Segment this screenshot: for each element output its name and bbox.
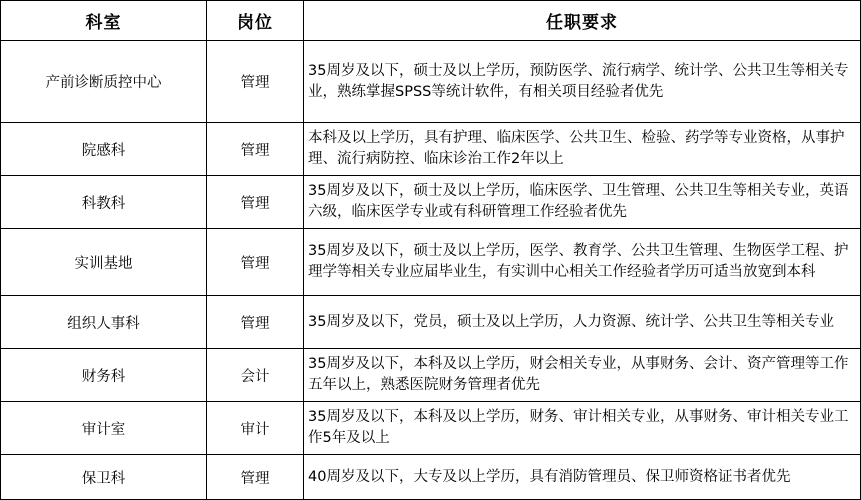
requirements-cell: 35周岁及以下，硕士及以上学历，预防医学、流行病学、统计学、公共卫生等相关专业，熟练掌握SPSS等统计软件，有相关项目经验者优先 [304,41,861,123]
position-cell: 管理 [207,176,304,229]
position-cell: 会计 [207,349,304,402]
position-cell: 管理 [207,296,304,349]
position-cell: 管理 [207,455,304,500]
table-row [1,123,861,176]
department-cell: 审计室 [1,402,207,455]
requirements-cell: 本科及以上学历，具有护理、临床医学、公共卫生、检验、药学等专业资格，从事护理、流行病防控、临床诊治工作2年以上 [304,123,861,176]
department-cell: 科教科 [1,176,207,229]
header-department: 科室 [1,1,207,41]
department-cell: 实训基地 [1,229,207,296]
requirements-cell: 35周岁及以下，本科及以上学历，财会相关专业，从事财务、会计、资产管理等工作五年以上，熟悉医院财务管理者优先 [304,349,861,402]
position-cell: 管理 [207,229,304,296]
requirements-cell: 40周岁及以下，大专及以上学历，具有消防管理员、保卫师资格证书者优先 [304,455,861,500]
requirements-cell: 35周岁及以下，硕士及以上学历，临床医学、卫生管理、公共卫生等相关专业，英语六级，临床医学专业或有科研管理工作经验者优先 [304,176,861,229]
requirements-cell: 35周岁及以下，硕士及以上学历，医学、教育学、公共卫生管理、生物医学工程、护理学等相关专业应届毕业生，有实训中心相关工作经验者学历可适当放宽到本科 [304,229,861,296]
requirements-cell: 35周岁及以下，本科及以上学历，财务、审计相关专业，从事财务、审计相关专业工作5年及以上 [304,402,861,455]
table-row [1,229,861,296]
table-row [1,296,861,349]
header-requirements: 任职要求 [304,1,861,41]
position-cell: 管理 [207,123,304,176]
department-cell: 组织人事科 [1,296,207,349]
requirements-cell: 35周岁及以下，党员，硕士及以上学历，人力资源、统计学、公共卫生等相关专业 [304,296,861,349]
table-row [1,41,861,123]
table-row [1,455,861,500]
department-cell: 保卫科 [1,455,207,500]
department-cell: 院感科 [1,123,207,176]
position-cell: 审计 [207,402,304,455]
table-row [1,349,861,402]
position-cell: 管理 [207,41,304,123]
header-position: 岗位 [207,1,304,41]
table-row [1,176,861,229]
department-cell: 财务科 [1,349,207,402]
table-header-row [1,1,861,41]
department-cell: 产前诊断质控中心 [1,41,207,123]
table-row [1,402,861,455]
